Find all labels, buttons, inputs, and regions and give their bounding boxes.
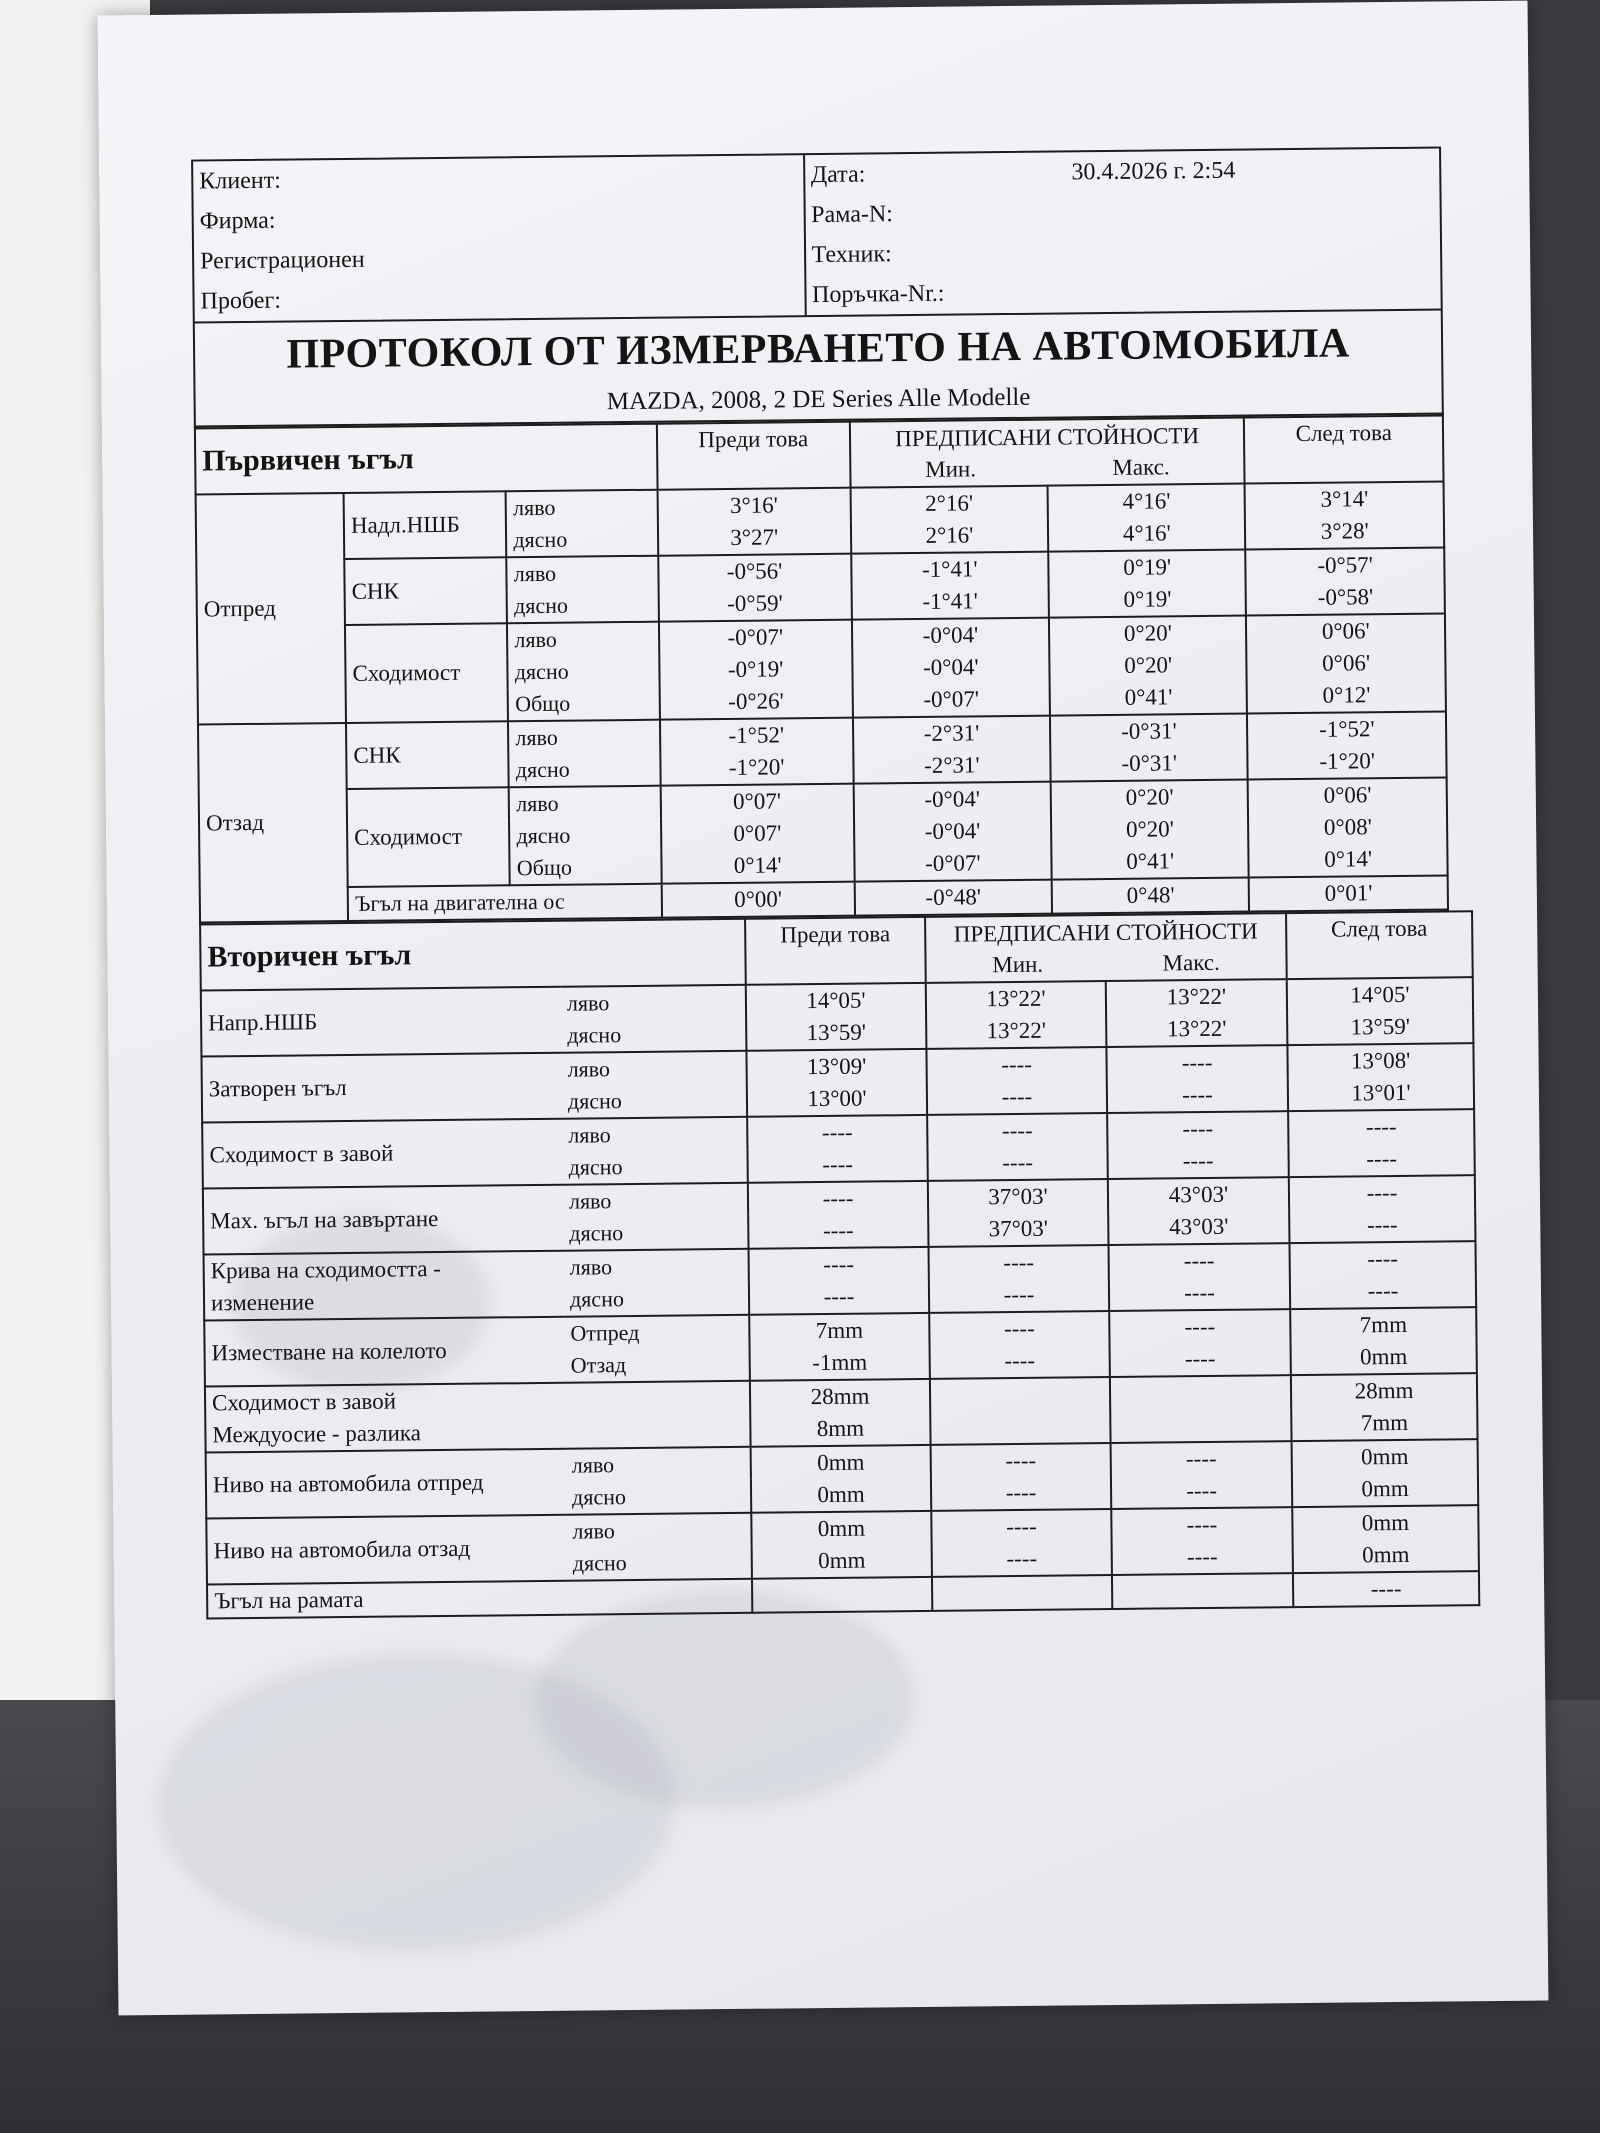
value-cell: 13°00': [747, 1082, 927, 1117]
value-cell: -0°58': [1246, 580, 1445, 615]
value-cell: 0°12': [1247, 678, 1446, 713]
side-label: дясно: [509, 753, 661, 788]
parameter-text: Ниво на автомобила отзад: [213, 1535, 471, 1564]
value-cell: 13°08': [1287, 1043, 1473, 1078]
value-cell: 14°05': [746, 983, 926, 1018]
frame-angle-label: Ъгъл на рамата: [207, 1579, 752, 1619]
value-cell: 4°16': [1048, 517, 1246, 552]
parameter-text-2: Междуосие - разлика: [212, 1420, 422, 1448]
value-cell: 2°16': [851, 519, 1049, 554]
value-cell: ----: [1107, 1111, 1288, 1146]
side-label: ляво: [506, 490, 658, 525]
value-cell: 0°20': [1049, 616, 1247, 651]
value-cell: 0°06': [1246, 613, 1445, 648]
value-cell: 37°03': [928, 1212, 1108, 1247]
side-label: ляво: [566, 1447, 751, 1482]
value-cell: [1110, 1375, 1291, 1410]
parameter-label: Надл.НШБ: [344, 491, 507, 559]
value-cell: -1°52': [1247, 711, 1446, 746]
value-cell: ----: [1107, 1078, 1288, 1113]
value-cell: -0°04': [853, 782, 1051, 817]
value-cell: ----: [1288, 1109, 1474, 1144]
value-cell: 3°27': [658, 521, 851, 556]
value-cell: 0°14': [1249, 842, 1448, 877]
value-cell: ----: [1289, 1175, 1475, 1210]
value-cell: ----: [1293, 1571, 1479, 1607]
value-cell: ----: [927, 1080, 1107, 1115]
secondary-parameter-label: [202, 1119, 563, 1189]
side-label: дясно: [509, 819, 661, 853]
value-cell: -0°04': [852, 651, 1050, 685]
value-cell: ----: [1111, 1441, 1292, 1476]
value-cell: [752, 1577, 932, 1613]
value-cell: ----: [1109, 1309, 1290, 1344]
value-cell: 0°41': [1050, 681, 1248, 716]
parameter-text: Мах. ъгъл на завъртане: [210, 1206, 439, 1234]
value-cell: ----: [929, 1245, 1109, 1280]
value-cell: 0mm: [1292, 1472, 1478, 1507]
secondary-parameter-label: [203, 1185, 564, 1255]
value-cell: -0°57': [1246, 547, 1445, 582]
value-cell: ----: [748, 1214, 928, 1249]
value-cell: ----: [926, 1047, 1106, 1082]
company-label: Фирма:: [199, 207, 276, 235]
side-label: дясно: [507, 589, 659, 624]
parameter-text: Затворен ъгъл: [208, 1074, 347, 1102]
side-label: дясно: [567, 1546, 752, 1581]
value-cell: 0°00': [661, 882, 854, 918]
value-cell: -0°56': [658, 554, 851, 589]
value-cell: ----: [927, 1113, 1107, 1148]
value-cell: 0mm: [751, 1445, 931, 1480]
value-cell: -0°04': [854, 815, 1052, 849]
value-cell: 13°59': [746, 1016, 926, 1051]
side-label: Общо: [508, 687, 660, 722]
value-cell: ----: [931, 1443, 1111, 1478]
value-cell: ----: [747, 1148, 927, 1183]
value-cell: ----: [930, 1344, 1110, 1379]
value-cell: ----: [931, 1476, 1111, 1511]
parameter-text: Изместване на колелото: [211, 1337, 447, 1366]
parameter-text: Крива на сходимостта -: [210, 1256, 441, 1284]
value-cell: 37°03': [928, 1179, 1108, 1214]
parameter-label: СНК: [344, 557, 507, 625]
value-cell: 13°22': [1106, 979, 1287, 1014]
secondary-parameter-label: [204, 1251, 565, 1321]
col-min-2: Мин.: [992, 951, 1044, 978]
value-cell: 2°16': [850, 486, 1048, 521]
value-cell: 0°19': [1049, 583, 1247, 618]
side-label: дясно: [566, 1480, 751, 1515]
col-after: След това: [1244, 415, 1443, 483]
side-label: дясно: [508, 655, 660, 689]
value-cell: -0°04': [852, 618, 1050, 653]
value-cell: [932, 1575, 1112, 1611]
date-label: Дата:: [804, 152, 1066, 195]
side-label: дясно: [562, 1084, 747, 1119]
frame-label: Рама-N:: [804, 188, 1440, 235]
side-label: [565, 1414, 750, 1449]
value-cell: ----: [1288, 1142, 1474, 1177]
value-cell: 14°05': [1287, 977, 1473, 1012]
secondary-parameter-label: [201, 1053, 562, 1123]
value-cell: 7mm: [1291, 1406, 1477, 1441]
value-cell: -2°31': [853, 716, 1051, 751]
title-block: [193, 310, 1444, 427]
side-label: ляво: [507, 622, 659, 657]
protocol-title: ПРОТОКОЛ ОТ ИЗМЕРВАНЕТО НА АВТОМОБИЛА: [286, 320, 1350, 378]
parameter-text-2: изменение: [210, 1289, 315, 1316]
value-cell: 8mm: [750, 1412, 930, 1447]
value-cell: ----: [929, 1278, 1109, 1313]
value-cell: -0°19': [659, 653, 852, 687]
col-spec: [850, 418, 1245, 488]
value-cell: 43°03': [1108, 1177, 1289, 1212]
technician-label: Техник:: [804, 228, 1440, 275]
value-cell: 3°14': [1245, 481, 1444, 516]
value-cell: ----: [929, 1311, 1109, 1346]
value-cell: ----: [927, 1146, 1107, 1181]
side-label: ляво: [508, 720, 660, 755]
side-label: ляво: [561, 985, 746, 1020]
value-cell: ----: [749, 1247, 929, 1282]
side-label: ляво: [563, 1183, 748, 1218]
side-label: ляво: [564, 1249, 749, 1284]
value-cell: 0°48': [1052, 878, 1250, 914]
primary-angle-table: [194, 414, 1449, 923]
value-cell: 0°41': [1051, 845, 1249, 880]
value-cell: ----: [1289, 1208, 1475, 1243]
value-cell: ----: [1290, 1274, 1476, 1309]
spec-heading: ПРЕДПИСАНИ СТОЙНОСТИ: [895, 423, 1200, 452]
secondary-parameter-label: [204, 1317, 565, 1387]
vehicle-model: MAZDA, 2008, 2 DE Series Alle Modelle: [606, 383, 1031, 416]
side-label: дясно: [564, 1282, 749, 1317]
value-cell: ----: [1112, 1540, 1293, 1575]
value-cell: -1°41': [851, 585, 1049, 620]
value-cell: 0°20': [1049, 649, 1247, 683]
value-cell: 0mm: [1293, 1538, 1479, 1573]
value-cell: [1110, 1408, 1291, 1443]
side-label: дясно: [506, 523, 658, 558]
side-label: дясно: [562, 1150, 747, 1185]
parameter-label: Сходимост: [347, 787, 510, 887]
value-cell: 7mm: [1290, 1307, 1476, 1342]
spec-heading-2: ПРЕДПИСАНИ СТОЙНОСТИ: [953, 918, 1258, 947]
value-cell: ----: [1107, 1144, 1288, 1179]
value-cell: 0°19': [1048, 550, 1246, 585]
value-cell: 13°22': [1106, 1012, 1287, 1047]
value-cell: ----: [1290, 1241, 1476, 1276]
value-cell: -0°07': [659, 620, 852, 655]
col-max: Макс.: [1112, 454, 1170, 480]
value-cell: ----: [747, 1115, 927, 1150]
value-cell: [1112, 1573, 1293, 1609]
value-cell: 0°06': [1247, 646, 1446, 680]
value-cell: -2°31': [853, 749, 1051, 784]
secondary-angle-table: [199, 910, 1480, 1619]
parameter-text: Ниво на автомобила отпред: [212, 1469, 484, 1498]
value-cell: 13°22': [926, 981, 1106, 1016]
value-cell: -1mm: [750, 1346, 930, 1381]
parameter-label: СНК: [346, 721, 509, 789]
value-cell: 0°08': [1248, 810, 1447, 844]
side-label: дясно: [563, 1216, 748, 1251]
value-cell: 0°06': [1248, 777, 1447, 812]
value-cell: ----: [749, 1280, 929, 1315]
value-cell: ----: [1110, 1342, 1291, 1377]
col-after-2: След това: [1286, 911, 1473, 979]
side-label: ляво: [562, 1117, 747, 1152]
col-max-2: Макс.: [1162, 949, 1220, 976]
mileage-label: Пробег:: [200, 287, 282, 315]
value-cell: 0mm: [1292, 1439, 1478, 1474]
value-cell: -1°41': [851, 552, 1049, 587]
value-cell: -0°07': [852, 683, 1050, 718]
secondary-parameter-label: [206, 1449, 567, 1519]
side-label: ляво: [566, 1513, 751, 1548]
value-cell: 0mm: [751, 1478, 931, 1513]
col-min: Мин.: [925, 456, 977, 482]
value-cell: 4°16': [1048, 484, 1246, 519]
value-cell: -0°31': [1050, 747, 1248, 782]
side-label: дясно: [561, 1018, 746, 1053]
value-cell: ----: [748, 1181, 928, 1216]
value-cell: -0°31': [1050, 714, 1248, 749]
secondary-section-title: Вторичен ъгъл: [200, 919, 746, 991]
parameter-text: Напр.НШБ: [207, 1009, 318, 1036]
value-cell: 13°22': [926, 1014, 1106, 1049]
value-cell: 0mm: [752, 1544, 932, 1579]
side-label: Общо: [510, 851, 662, 886]
order-label: Поръчка-Nr.:: [805, 268, 1441, 315]
value-cell: [930, 1410, 1110, 1445]
value-cell: ----: [1106, 1045, 1287, 1080]
value-cell: ----: [1111, 1507, 1292, 1542]
value-cell: [930, 1377, 1110, 1412]
primary-section-title: Първичен ъгъл: [195, 424, 657, 495]
value-cell: 0°20': [1051, 813, 1249, 847]
value-cell: ----: [1111, 1474, 1292, 1509]
axle-label: Отзад: [198, 723, 348, 923]
value-cell: -1°52': [660, 718, 853, 753]
value-cell: 3°28': [1245, 514, 1444, 549]
date-value: 30.4.2026 г. 2:54: [1071, 157, 1236, 186]
value-cell: 0°07': [660, 784, 853, 819]
value-cell: -1°20': [1248, 744, 1447, 779]
client-label: Клиент:: [199, 167, 281, 195]
col-before-2: Преди това: [745, 917, 926, 985]
side-label: Отзад: [565, 1348, 750, 1383]
axle-label: Отпред: [196, 493, 346, 725]
value-cell: ----: [932, 1542, 1112, 1577]
value-cell: -1°20': [660, 751, 853, 786]
thrust-angle-label: Ъгъл на двигателна ос: [348, 884, 662, 921]
value-cell: 0°07': [661, 817, 854, 851]
col-spec-2: [925, 913, 1287, 983]
secondary-parameter-label: [205, 1383, 566, 1453]
side-label: [565, 1381, 750, 1416]
value-cell: 13°01': [1288, 1076, 1474, 1111]
value-cell: ----: [931, 1509, 1111, 1544]
value-cell: 0mm: [1291, 1340, 1477, 1375]
value-cell: 0°01': [1249, 875, 1448, 911]
side-label: ляво: [509, 786, 661, 821]
side-label: ляво: [561, 1051, 746, 1086]
printed-sheet: [98, 1, 1549, 2016]
value-cell: -0°48': [854, 880, 1052, 916]
header-box: [191, 146, 1443, 323]
parameter-text: Сходимост в завой: [209, 1140, 394, 1168]
registration-label: Регистрационен: [200, 246, 365, 275]
paper-stain: [534, 1587, 916, 1811]
value-cell: 3°16': [657, 488, 850, 523]
value-cell: 7mm: [749, 1313, 929, 1348]
parameter-text: Сходимост в завой: [211, 1388, 397, 1416]
value-cell: 13°09': [746, 1049, 926, 1084]
measurement-protocol: [191, 146, 1456, 1619]
side-label: Отпред: [564, 1315, 749, 1350]
value-cell: 28mm: [750, 1379, 930, 1414]
value-cell: ----: [1109, 1276, 1290, 1311]
secondary-parameter-label: [206, 1515, 567, 1585]
value-cell: 13°59': [1287, 1010, 1473, 1045]
secondary-parameter-label: [201, 987, 562, 1057]
value-cell: 43°03': [1108, 1210, 1289, 1245]
value-cell: -0°26': [659, 685, 852, 720]
value-cell: 0mm: [751, 1511, 931, 1546]
value-cell: -0°59': [658, 587, 851, 622]
value-cell: -0°07': [854, 847, 1052, 882]
value-cell: 0°14': [661, 849, 854, 884]
parameter-label: Сходимост: [345, 623, 508, 723]
col-before: Преди това: [657, 422, 851, 490]
value-cell: 28mm: [1291, 1373, 1477, 1408]
side-label: ляво: [507, 556, 659, 591]
value-cell: 0mm: [1292, 1505, 1478, 1540]
value-cell: 0°20': [1051, 780, 1249, 815]
value-cell: ----: [1108, 1243, 1289, 1278]
